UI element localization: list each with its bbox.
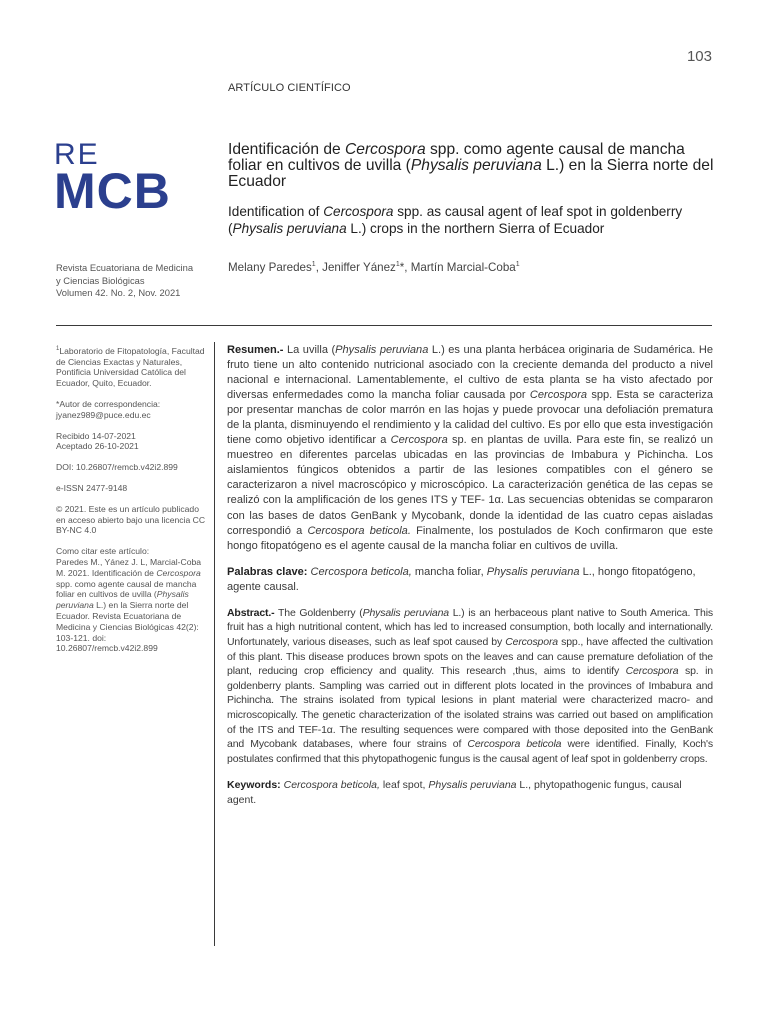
abstract-english-label: Abstract.- xyxy=(227,606,275,619)
keywords-english: Keywords: Cercospora beticola, leaf spot, Physalis peruviana L., phytopathogenic fungus, causal agent. xyxy=(227,779,682,806)
citation: Como citar este artículo: Paredes M., Yánez J. L, Marcial-Coba M. 2021. Identificación de Cercospora spp. como agente causal de mancha foliar en cultivos de uvilla (Physalis peruviana L.) en la Sierra norte del Ecuador. Revista Ecuatoriana de Medicina y Ciencias Biológicas 42(2): 103-121. doi: 10.26807/remcb.v42i2.899 xyxy=(56,546,202,654)
journal-info: Revista Ecuatoriana de Medicina y Ciencias Biológicas Volumen 42. No. 2, Nov. 2021 xyxy=(56,262,194,298)
author-list: Melany Paredes$^1$, Jeniffer Yánez$^1$*, Martín Marcial-Coba$^1$ xyxy=(228,261,520,274)
logo-bottom-text: MCB xyxy=(54,163,171,219)
doi[interactable]: DOI: 10.26807/remcb.v42i2.899 xyxy=(56,462,178,473)
corresponding-author: *Autor de correspondencia: jyanez989@puce.edu.ec xyxy=(56,399,208,421)
abstract-english: Abstract.- The Goldenberry (Physalis peruviana L.) is an herbaceous plant native to South America. This fruit has a high nutritional content, which has led to increased consumption, both locally and internationally. Unfortunately, various diseases, such as leaf spot caused by Cercospora spp., have affected the cultivation of this plant. This disease produces brown spots on the leaves and can cause premature defoliation of the plant, reducing crop efficiency and quality. This research ,thus, aims to identify Cercospora sp. in goldenberry plants. Sampling was carried out in different plots located in the provinces of Imbabura and Pichincha. The strains isolated from typical lesions in plant material were characterized macro- and microscopically. The genetic characterization of the isolated strains was carried out based on amplification of the ITS and TEF-1α. The resulting sequences were compared with those deposited into the GenBank and Mycobank databases, where four strains of Cercospora beticola were identified. Finally, Koch's postulates confirmed that this phytopathogenic fungus is the causal agent of leaf spot in goldenberry crops. xyxy=(227,606,714,765)
logo-top-text: RE xyxy=(54,138,100,171)
author-name: Martín Marcial-Coba xyxy=(410,261,516,274)
article-metadata-sidebar xyxy=(56,344,208,664)
title-english: Identification of Cercospora spp. as causal agent of leaf spot in goldenberry (Physalis peruviana L.) crops in the northern Sierra of Ecuador xyxy=(228,204,683,236)
page-number: 103 xyxy=(686,48,712,65)
header-divider xyxy=(56,325,712,326)
journal-logo xyxy=(54,138,171,219)
abstract-spanish: Resumen.- La uvilla (Physalis peruviana L.) es una planta herbácea originaria de Sudamérica. He fruto tiene un alto contenido nutricional asociado con la creciente demanda del producto a nivel nacional e internacional. Lamentablemente, el cultivo de esta planta se ha visto afectado por diversas enfermedades como la mancha foliar causada por Cercospora spp. Esta se caracteriza por presentar manchas de color marrón en las hojas y puede provocar una defoliación prematura de la planta, disminuyendo el rendimiento y la calidad del cultivo. Es por ello que esta investigación tiene como objetivo identificar a Cercospora sp. en plantas de uvilla. Para este fin, se realizó un muestreo en diferentes parcelas ubicadas en las provincias de Imbabura y Pichincha. Los aislamientos fúngicos obtenidos a partir de las lesiones compatibles con el género se caracterizaron a nivel macroscópico y microscópico. La caracterización genética de las cepas se realizó con la amplificación de los genes ITS y TEF- 1α. Las secuencias obtenidas se compararon con las bases de datos GenBank y Mycobank, donde la identidad de las cuatro cepas aisladas correspondió a Cercospora beticola. Finalmente, los postulados de Koch confirmaron que este hongo fitopatógeno es el agente causal de la mancha foliar en cultivos de uvilla. xyxy=(227,344,713,552)
author-name: Melany Paredes xyxy=(228,261,312,274)
author-name: Jeniffer Yánez xyxy=(322,261,396,274)
column-divider xyxy=(214,342,215,946)
keywords-spanish: Palabras clave: Cercospora beticola, mancha foliar, Physalis peruviana L., hongo fitopatógeno, agente causal. xyxy=(227,565,696,593)
abstract-spanish-label: Resumen.- xyxy=(227,344,284,356)
title-spanish: Identificación de Cercospora spp. como agente causal de mancha foliar en cultivos de uvilla (Physalis peruviana L.) en la Sierra norte del Ecuador xyxy=(228,141,714,190)
section-label: ARTÍCULO CIENTÍFICO xyxy=(228,82,351,94)
keywords-spanish-label: Palabras clave: xyxy=(227,565,308,578)
keywords-english-label: Keywords: xyxy=(227,779,281,792)
affiliation: $^1$Laboratorio de Fitopatología, Facultad de Ciencias Exactas y Naturales, Pontificia Universidad Católica del Ecuador, Quito, Ecuador. xyxy=(56,345,205,389)
license-note: © 2021. Este es un artículo publicado en acceso abierto bajo una licencia CC BY-NC 4.0 xyxy=(56,503,206,536)
corresponding-email[interactable]: jyanez989@puce.edu.ec xyxy=(56,409,151,420)
dates: Recibido 14-07-2021 Aceptado 26-10-2021 xyxy=(56,430,139,452)
eissn: e-ISSN 2477-9148 xyxy=(56,483,128,494)
main-column xyxy=(227,343,713,807)
